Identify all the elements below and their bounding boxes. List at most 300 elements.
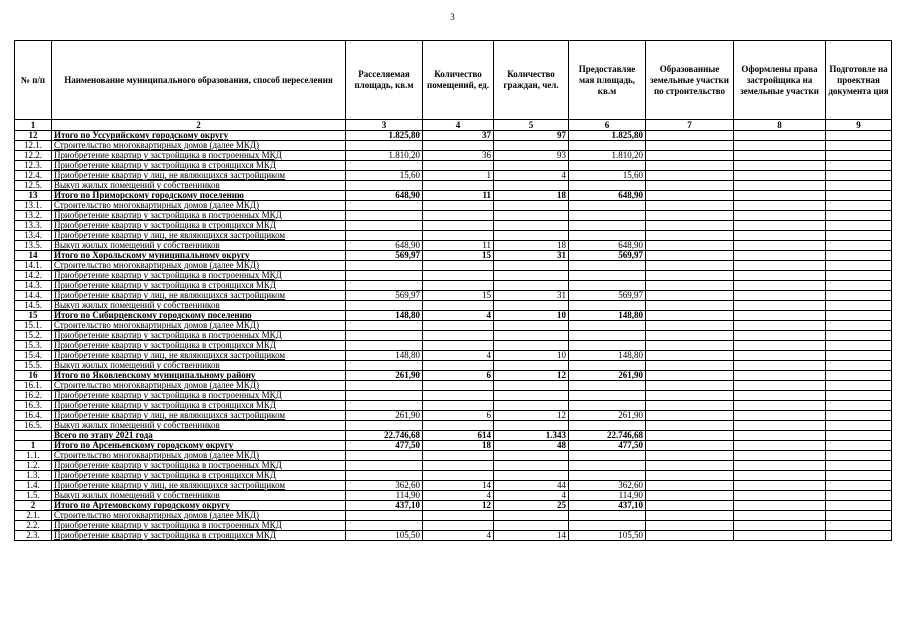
row-rooms: 36 (423, 151, 494, 161)
row-name: Итого по Яковлевскому муниципальному району (52, 371, 346, 381)
row-developer-rights (734, 211, 826, 221)
row-project-docs (826, 381, 892, 391)
row-people: 12 (494, 371, 569, 381)
row-project-docs (826, 411, 892, 421)
row-project-docs (826, 431, 892, 441)
row-land-plots (646, 171, 734, 181)
table-total-row (15, 431, 892, 441)
row-provided (569, 401, 646, 411)
row-name: Выкуп жилых помещений у собственников (52, 421, 346, 431)
row-land-plots (646, 271, 734, 281)
row-area: 362,60 (346, 481, 423, 491)
row-name: Строительство многоквартирных домов (далее МКД) (52, 511, 346, 521)
row-name: Строительство многоквартирных домов (далее МКД) (52, 381, 346, 391)
row-rooms: 18 (423, 441, 494, 451)
row-project-docs (826, 151, 892, 161)
row-project-docs (826, 501, 892, 511)
row-project-docs (826, 261, 892, 271)
table-row (15, 331, 892, 341)
row-number: 15.2. (15, 331, 52, 341)
row-number: 12.4. (15, 171, 52, 181)
row-provided (569, 331, 646, 341)
row-provided: 105,50 (569, 531, 646, 541)
row-people: 31 (494, 251, 569, 261)
row-land-plots (646, 451, 734, 461)
row-land-plots (646, 341, 734, 351)
row-land-plots (646, 281, 734, 291)
row-provided (569, 261, 646, 271)
row-people: 4 (494, 171, 569, 181)
row-people: 48 (494, 441, 569, 451)
row-developer-rights (734, 431, 826, 441)
row-number: 13.5. (15, 241, 52, 251)
row-land-plots (646, 211, 734, 221)
row-name: Приобретение квартир у застройщика в строящихся МКД (52, 471, 346, 481)
row-land-plots (646, 481, 734, 491)
row-provided (569, 181, 646, 191)
column-number-row (15, 120, 892, 131)
row-rooms (423, 511, 494, 521)
row-people (494, 331, 569, 341)
row-people: 44 (494, 481, 569, 491)
row-people: 25 (494, 501, 569, 511)
row-project-docs (826, 461, 892, 471)
row-people (494, 231, 569, 241)
table-row (15, 221, 892, 231)
row-people: 4 (494, 491, 569, 501)
row-number: 14.1. (15, 261, 52, 271)
row-name: Строительство многоквартирных домов (далее МКД) (52, 261, 346, 271)
row-people: 1.343 (494, 431, 569, 441)
row-provided (569, 231, 646, 241)
row-rooms: 37 (423, 131, 494, 141)
row-provided: 648,90 (569, 241, 646, 251)
row-developer-rights (734, 151, 826, 161)
row-developer-rights (734, 191, 826, 201)
row-project-docs (826, 191, 892, 201)
row-number: 13.4. (15, 231, 52, 241)
row-rooms (423, 391, 494, 401)
row-rooms: 4 (423, 491, 494, 501)
table-row (15, 481, 892, 491)
row-people (494, 391, 569, 401)
row-project-docs (826, 291, 892, 301)
row-number: 13.3. (15, 221, 52, 231)
row-number: 12 (15, 131, 52, 141)
row-rooms (423, 421, 494, 431)
row-developer-rights (734, 171, 826, 181)
row-developer-rights (734, 441, 826, 451)
row-provided: 261,90 (569, 371, 646, 381)
row-developer-rights (734, 391, 826, 401)
row-number: 12.1. (15, 141, 52, 151)
table-row (15, 451, 892, 461)
row-project-docs (826, 301, 892, 311)
row-number: 15.1. (15, 321, 52, 331)
row-area: 648,90 (346, 191, 423, 201)
row-name: Приобретение квартир у лиц, не являющихся застройщиком (52, 481, 346, 491)
row-rooms: 11 (423, 241, 494, 251)
table-row (15, 421, 892, 431)
row-developer-rights (734, 301, 826, 311)
row-rooms (423, 461, 494, 471)
row-area (346, 261, 423, 271)
row-name: Строительство многоквартирных домов (далее МКД) (52, 451, 346, 461)
row-rooms (423, 451, 494, 461)
row-area (346, 451, 423, 461)
row-land-plots (646, 411, 734, 421)
row-provided: 1.825,80 (569, 131, 646, 141)
row-people (494, 201, 569, 211)
row-developer-rights (734, 321, 826, 331)
table-row (15, 521, 892, 531)
row-land-plots (646, 351, 734, 361)
row-rooms (423, 271, 494, 281)
row-rooms (423, 221, 494, 231)
row-rooms (423, 471, 494, 481)
column-number: 7 (646, 120, 734, 131)
table-row (15, 461, 892, 471)
row-people (494, 381, 569, 391)
row-developer-rights (734, 471, 826, 481)
row-area (346, 141, 423, 151)
row-developer-rights (734, 141, 826, 151)
table-row (15, 491, 892, 501)
row-provided: 114,90 (569, 491, 646, 501)
table-row (15, 291, 892, 301)
row-project-docs (826, 511, 892, 521)
row-developer-rights (734, 291, 826, 301)
row-land-plots (646, 491, 734, 501)
row-provided (569, 361, 646, 371)
row-rooms (423, 231, 494, 241)
row-people (494, 141, 569, 151)
row-rooms (423, 181, 494, 191)
row-people (494, 511, 569, 521)
table-row (15, 201, 892, 211)
row-provided (569, 451, 646, 461)
row-project-docs (826, 481, 892, 491)
row-rooms (423, 361, 494, 371)
table-row (15, 231, 892, 241)
row-land-plots (646, 231, 734, 241)
row-number: 13 (15, 191, 52, 201)
row-name: Итого по Хорольскому муниципальному округу (52, 251, 346, 261)
table-row (15, 411, 892, 421)
row-people: 18 (494, 191, 569, 201)
table-row (15, 401, 892, 411)
row-provided: 569,97 (569, 291, 646, 301)
row-rooms (423, 401, 494, 411)
row-developer-rights (734, 531, 826, 541)
table-total-row (15, 441, 892, 451)
row-people: 93 (494, 151, 569, 161)
row-land-plots (646, 461, 734, 471)
row-land-plots (646, 421, 734, 431)
row-number: 15 (15, 311, 52, 321)
row-developer-rights (734, 231, 826, 241)
row-developer-rights (734, 501, 826, 511)
row-number: 16.4. (15, 411, 52, 421)
row-provided (569, 381, 646, 391)
row-provided (569, 211, 646, 221)
row-rooms: 4 (423, 351, 494, 361)
row-project-docs (826, 131, 892, 141)
table-row (15, 241, 892, 251)
row-rooms: 614 (423, 431, 494, 441)
table-total-row (15, 131, 892, 141)
row-rooms: 15 (423, 291, 494, 301)
row-project-docs (826, 341, 892, 351)
row-project-docs (826, 281, 892, 291)
row-number: 1.5. (15, 491, 52, 501)
row-land-plots (646, 511, 734, 521)
row-name: Всего по этапу 2021 года (52, 431, 346, 441)
row-name: Приобретение квартир у застройщика в построенных МКД (52, 151, 346, 161)
row-area: 105,50 (346, 531, 423, 541)
row-rooms: 15 (423, 251, 494, 261)
row-area: 437,10 (346, 501, 423, 511)
row-people (494, 261, 569, 271)
row-land-plots (646, 331, 734, 341)
row-rooms: 11 (423, 191, 494, 201)
row-provided (569, 391, 646, 401)
row-land-plots (646, 241, 734, 251)
row-project-docs (826, 491, 892, 501)
row-rooms (423, 331, 494, 341)
row-land-plots (646, 431, 734, 441)
row-name: Строительство многоквартирных домов (далее МКД) (52, 321, 346, 331)
row-land-plots (646, 251, 734, 261)
table-row (15, 281, 892, 291)
row-name: Приобретение квартир у застройщика в построенных МКД (52, 391, 346, 401)
row-developer-rights (734, 371, 826, 381)
row-name: Выкуп жилых помещений у собственников (52, 491, 346, 501)
row-land-plots (646, 131, 734, 141)
row-provided (569, 521, 646, 531)
row-area: 569,97 (346, 251, 423, 261)
row-number: 2 (15, 501, 52, 511)
row-provided (569, 271, 646, 281)
row-developer-rights (734, 201, 826, 211)
row-project-docs (826, 181, 892, 191)
row-developer-rights (734, 281, 826, 291)
row-land-plots (646, 501, 734, 511)
row-provided (569, 341, 646, 351)
row-provided: 15,60 (569, 171, 646, 181)
row-land-plots (646, 221, 734, 231)
column-number: 3 (346, 120, 423, 131)
row-area (346, 301, 423, 311)
row-developer-rights (734, 521, 826, 531)
row-project-docs (826, 311, 892, 321)
column-number: 2 (52, 120, 346, 131)
row-name: Приобретение квартир у застройщика в построенных МКД (52, 211, 346, 221)
header-land-plots: Образованные земельные участки по строительство (646, 41, 734, 120)
row-developer-rights (734, 451, 826, 461)
row-area: 1.810,20 (346, 151, 423, 161)
column-number: 9 (826, 120, 892, 131)
row-people (494, 421, 569, 431)
row-developer-rights (734, 331, 826, 341)
row-people (494, 471, 569, 481)
column-number: 4 (423, 120, 494, 131)
row-area: 477,50 (346, 441, 423, 451)
row-project-docs (826, 271, 892, 281)
row-people (494, 521, 569, 531)
row-people (494, 161, 569, 171)
row-name: Итого по Арсеньевскому городскому округу (52, 441, 346, 451)
row-name: Выкуп жилых помещений у собственников (52, 181, 346, 191)
row-provided: 261,90 (569, 411, 646, 421)
row-number: 16.3. (15, 401, 52, 411)
header-rooms: Количество помещений, ед. (423, 41, 494, 120)
row-project-docs (826, 421, 892, 431)
row-area (346, 211, 423, 221)
table-row (15, 511, 892, 521)
row-developer-rights (734, 491, 826, 501)
row-land-plots (646, 191, 734, 201)
row-project-docs (826, 161, 892, 171)
row-rooms (423, 201, 494, 211)
row-number: 15.4. (15, 351, 52, 361)
row-area (346, 201, 423, 211)
row-provided: 1.810,20 (569, 151, 646, 161)
row-name: Приобретение квартир у застройщика в построенных МКД (52, 461, 346, 471)
row-project-docs (826, 211, 892, 221)
row-provided (569, 461, 646, 471)
column-number: 5 (494, 120, 569, 131)
row-area (346, 361, 423, 371)
row-project-docs (826, 321, 892, 331)
row-number: 12.5. (15, 181, 52, 191)
resettlement-table (14, 40, 892, 541)
row-provided (569, 471, 646, 481)
row-name: Приобретение квартир у застройщика в строящихся МКД (52, 531, 346, 541)
row-land-plots (646, 401, 734, 411)
row-developer-rights (734, 161, 826, 171)
row-developer-rights (734, 241, 826, 251)
row-area: 261,90 (346, 411, 423, 421)
table-row (15, 321, 892, 331)
row-provided (569, 281, 646, 291)
row-number: 16.5. (15, 421, 52, 431)
row-number: 1 (15, 441, 52, 451)
row-people (494, 221, 569, 231)
table-row (15, 341, 892, 351)
row-people (494, 321, 569, 331)
row-area (346, 471, 423, 481)
row-developer-rights (734, 341, 826, 351)
header-area: Расселяемая площадь, кв.м (346, 41, 423, 120)
header-developer-rights: Оформлены права застройщика на земельные участки (734, 41, 826, 120)
row-project-docs (826, 231, 892, 241)
row-developer-rights (734, 481, 826, 491)
row-project-docs (826, 441, 892, 451)
row-developer-rights (734, 221, 826, 231)
row-number: 12.3. (15, 161, 52, 171)
row-number: 2.2. (15, 521, 52, 531)
row-provided (569, 201, 646, 211)
row-land-plots (646, 261, 734, 271)
row-number: 14.5. (15, 301, 52, 311)
row-project-docs (826, 251, 892, 261)
row-rooms (423, 261, 494, 271)
row-provided (569, 141, 646, 151)
table-row (15, 381, 892, 391)
row-people: 18 (494, 241, 569, 251)
row-area: 15,60 (346, 171, 423, 181)
row-people (494, 211, 569, 221)
row-number: 15.5. (15, 361, 52, 371)
row-project-docs (826, 371, 892, 381)
row-people: 31 (494, 291, 569, 301)
table-row (15, 151, 892, 161)
row-project-docs (826, 531, 892, 541)
row-area (346, 321, 423, 331)
row-rooms (423, 281, 494, 291)
row-name: Выкуп жилых помещений у собственников (52, 361, 346, 371)
row-area (346, 511, 423, 521)
row-number: 16.1. (15, 381, 52, 391)
row-name: Приобретение квартир у лиц, не являющихся застройщиком (52, 231, 346, 241)
row-number: 16 (15, 371, 52, 381)
row-area: 148,80 (346, 311, 423, 321)
row-name: Строительство многоквартирных домов (далее МКД) (52, 141, 346, 151)
table-row (15, 471, 892, 481)
row-rooms: 4 (423, 531, 494, 541)
row-people: 12 (494, 411, 569, 421)
row-provided: 22.746,68 (569, 431, 646, 441)
row-name: Приобретение квартир у лиц, не являющихся застройщиком (52, 291, 346, 301)
row-land-plots (646, 361, 734, 371)
row-rooms (423, 301, 494, 311)
row-number: 12.2. (15, 151, 52, 161)
row-developer-rights (734, 411, 826, 421)
table-total-row (15, 501, 892, 511)
row-provided: 362,60 (569, 481, 646, 491)
row-land-plots (646, 441, 734, 451)
row-provided: 569,97 (569, 251, 646, 261)
row-people: 14 (494, 531, 569, 541)
row-name: Итого по Сибирцевскому городскому поселению (52, 311, 346, 321)
row-area: 1.825,80 (346, 131, 423, 141)
row-provided: 148,80 (569, 311, 646, 321)
row-provided (569, 321, 646, 331)
row-name: Итого по Приморскому городскому поселению (52, 191, 346, 201)
row-rooms: 12 (423, 501, 494, 511)
row-provided (569, 161, 646, 171)
row-people (494, 361, 569, 371)
row-provided (569, 301, 646, 311)
row-number: 16.2. (15, 391, 52, 401)
row-developer-rights (734, 461, 826, 471)
row-name: Выкуп жилых помещений у собственников (52, 301, 346, 311)
row-developer-rights (734, 421, 826, 431)
row-name: Приобретение квартир у лиц, не являющихся застройщиком (52, 171, 346, 181)
row-land-plots (646, 371, 734, 381)
row-area (346, 231, 423, 241)
row-people (494, 401, 569, 411)
column-number: 1 (15, 120, 52, 131)
table-row (15, 301, 892, 311)
row-rooms (423, 161, 494, 171)
row-rooms (423, 381, 494, 391)
row-project-docs (826, 241, 892, 251)
row-land-plots (646, 201, 734, 211)
row-people (494, 341, 569, 351)
row-land-plots (646, 381, 734, 391)
